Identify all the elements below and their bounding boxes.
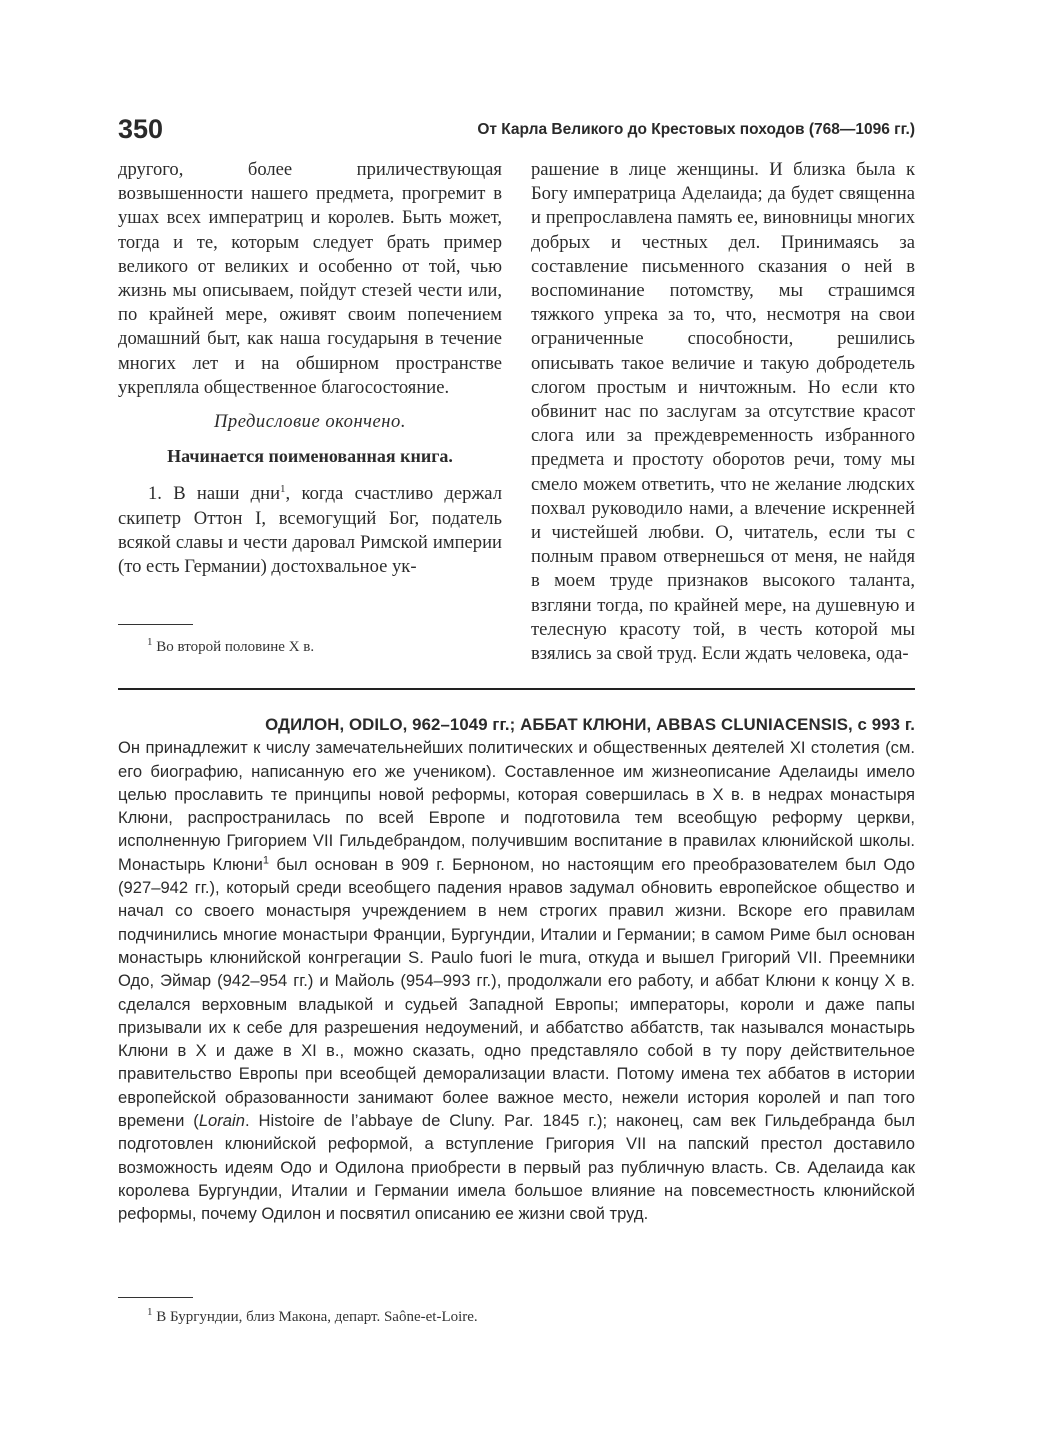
left-paragraph: другого, более приличествующая возвышенности нашего предмета, прогремит в ушах всех императриц и королев. Быть может, тогда и те, которым следует брать пример великого от великих и особенно от той, чью жизнь мы описываем, пойдут стезей чести или, по крайней мере, оживят своим попечением домашний быт, как наша государыня в течение многих лет и на обширном пространстве укрепляла общественное благосостояние. [118,159,502,398]
commentary-heading: ОДИЛОН, ODILO, 962–1049 гг.; АББАТ КЛЮНИ, ABBAS CLUNIACENSIS, с 993 г. [265,715,915,734]
footnote-ref: 1 [280,483,286,496]
commentary-text-part: . Histoire de l’abbaye de Cluny. Par. 1845 г.); наконец, сам век Гильдебранда был подготовлен клюнийской реформой, а вступление Григория VII на папский престол доставило возможность идеям Одо и Одилона приобрести в первый раз публичную власть. Св. Аделаида как королева Бургундии, Италии и Германии имела большое влияние на повсеместность клюнийской реформы, почему Одилон и посвятил описанию ее жизни свой труд. [118,1111,915,1224]
right-paragraph: рашение в лице женщины. И близка была к Богу императрица Аделаида; да будет священна и препрославлена память ее, виновницы многих добрых и честных дел. Принимаясь за составление письменного сказания о ней в воспоминание потомству, мы страшимся тяжкого упрека за то, что, несмотря на свои ограниченные способности, решились описывать такое величие и такую добродетель слогом простым и ничтожным. Но если кто обвинит нас по заслугам за отсутствие красот слога или за преждевременность избранного предмета и простоту оборотов речи, тому мы смело можем ответить, что не желание людских похвал руководило нами, а влечение искренней и чистейшей любви. О, читатель, если ты с полным правом отвернешься от меня, не найдя в моем труде признаков высокого таланта, взгляни тогда, по крайней мере, на душевную и телесную красоту той, в честь которой мы взялись за свой труд. Если ждать человека, ода- [531,159,915,665]
chapter-one-text-end: , когда счастливо держал скипетр Оттон I, всемогущий Бог, податель всякой славы и чести даровал Римской империи (то есть Германии) достохвальное ук- [118,483,502,578]
bottom-footnote [147,1307,478,1327]
running-title: От Карла Великого до Крестовых походов (768—1096 гг.) [477,121,915,138]
footnote-marker: 1 [147,636,153,648]
chapter-one-paragraph [118,482,502,579]
commentary-text-part: Он принадлежит к числу замечательнейших политических и общественных деятелей XI столетия (см. его биографию, написанную его же учеником). Составленное им жизнеописание Аделаиды имело целью прославить те принципы новой реформы, которая совершилась в X в. в недрах монастыря Клюни, распространилась по всей Европе и подготовила тем всеобщую реформу церкви, исполненную Григорием VII Гильдебрандом, получившим воспитание в правилах клюнийской школы. Монастырь Клюни [118,738,915,874]
chapter-one-text-start: 1. В наши дни [148,483,281,505]
footnote-ref: 1 [262,854,270,867]
footnote-text: Во второй половине X в. [152,639,315,655]
right-column [531,158,915,666]
footnote-marker: 1 [147,1306,153,1318]
commentary-block [118,713,915,1226]
left-column [118,158,502,579]
cited-author: Lorain [198,1111,245,1131]
page-header [118,114,915,148]
book-start-heading: Начинается поименованная книга. [167,446,453,467]
footnote-rule-left [118,624,193,625]
commentary-text-part: был основан в 909 г. Берноном, но настоящим его преобразователем был Одо (927–942 гг.), который среди всеобщего падения нравов задумал обновить европейское общество и начал со своего монастыря учреждением в нем строгих правил жизни. Вскоре его правилам подчинились многие монастыри Франции, Бургундии, Италии и Германии; в самом Риме был основан монастырь клюнийской конгрегации S. Paulo fuori le mura, откуда и вышел Григорий VII. Преемники Одо, Эймар (942–954 гг.) и Майоль (954–993 гг.), продолжали его работу, и аббат Клюни к концу X в. сделался верховным владыкой и судьей Западной Европы; императоры, короли и даже папы призывали их к себе для разрешения недоумений, и аббатство аббатств, так назывался монастырь Клюни в X и даже в XI в., можно сказать, одно представляло собой в ту пору действительное правительство Европы при всеобщей деморализации власти. Потому имена тех аббатов в истории европейской образованности занимают более важное место, нежели история королей и пап того времени ( [118,854,915,1131]
commentary-text [118,736,915,1225]
left-footnote [147,637,314,657]
footnote-rule-bottom [118,1297,193,1298]
section-divider [118,688,915,690]
page-number: 350 [118,114,164,144]
footnote-text: В Бургундии, близ Макона, департ. Saône-et-Loire. [152,1309,478,1325]
preface-end-line: Предисловие окончено. [214,411,406,433]
